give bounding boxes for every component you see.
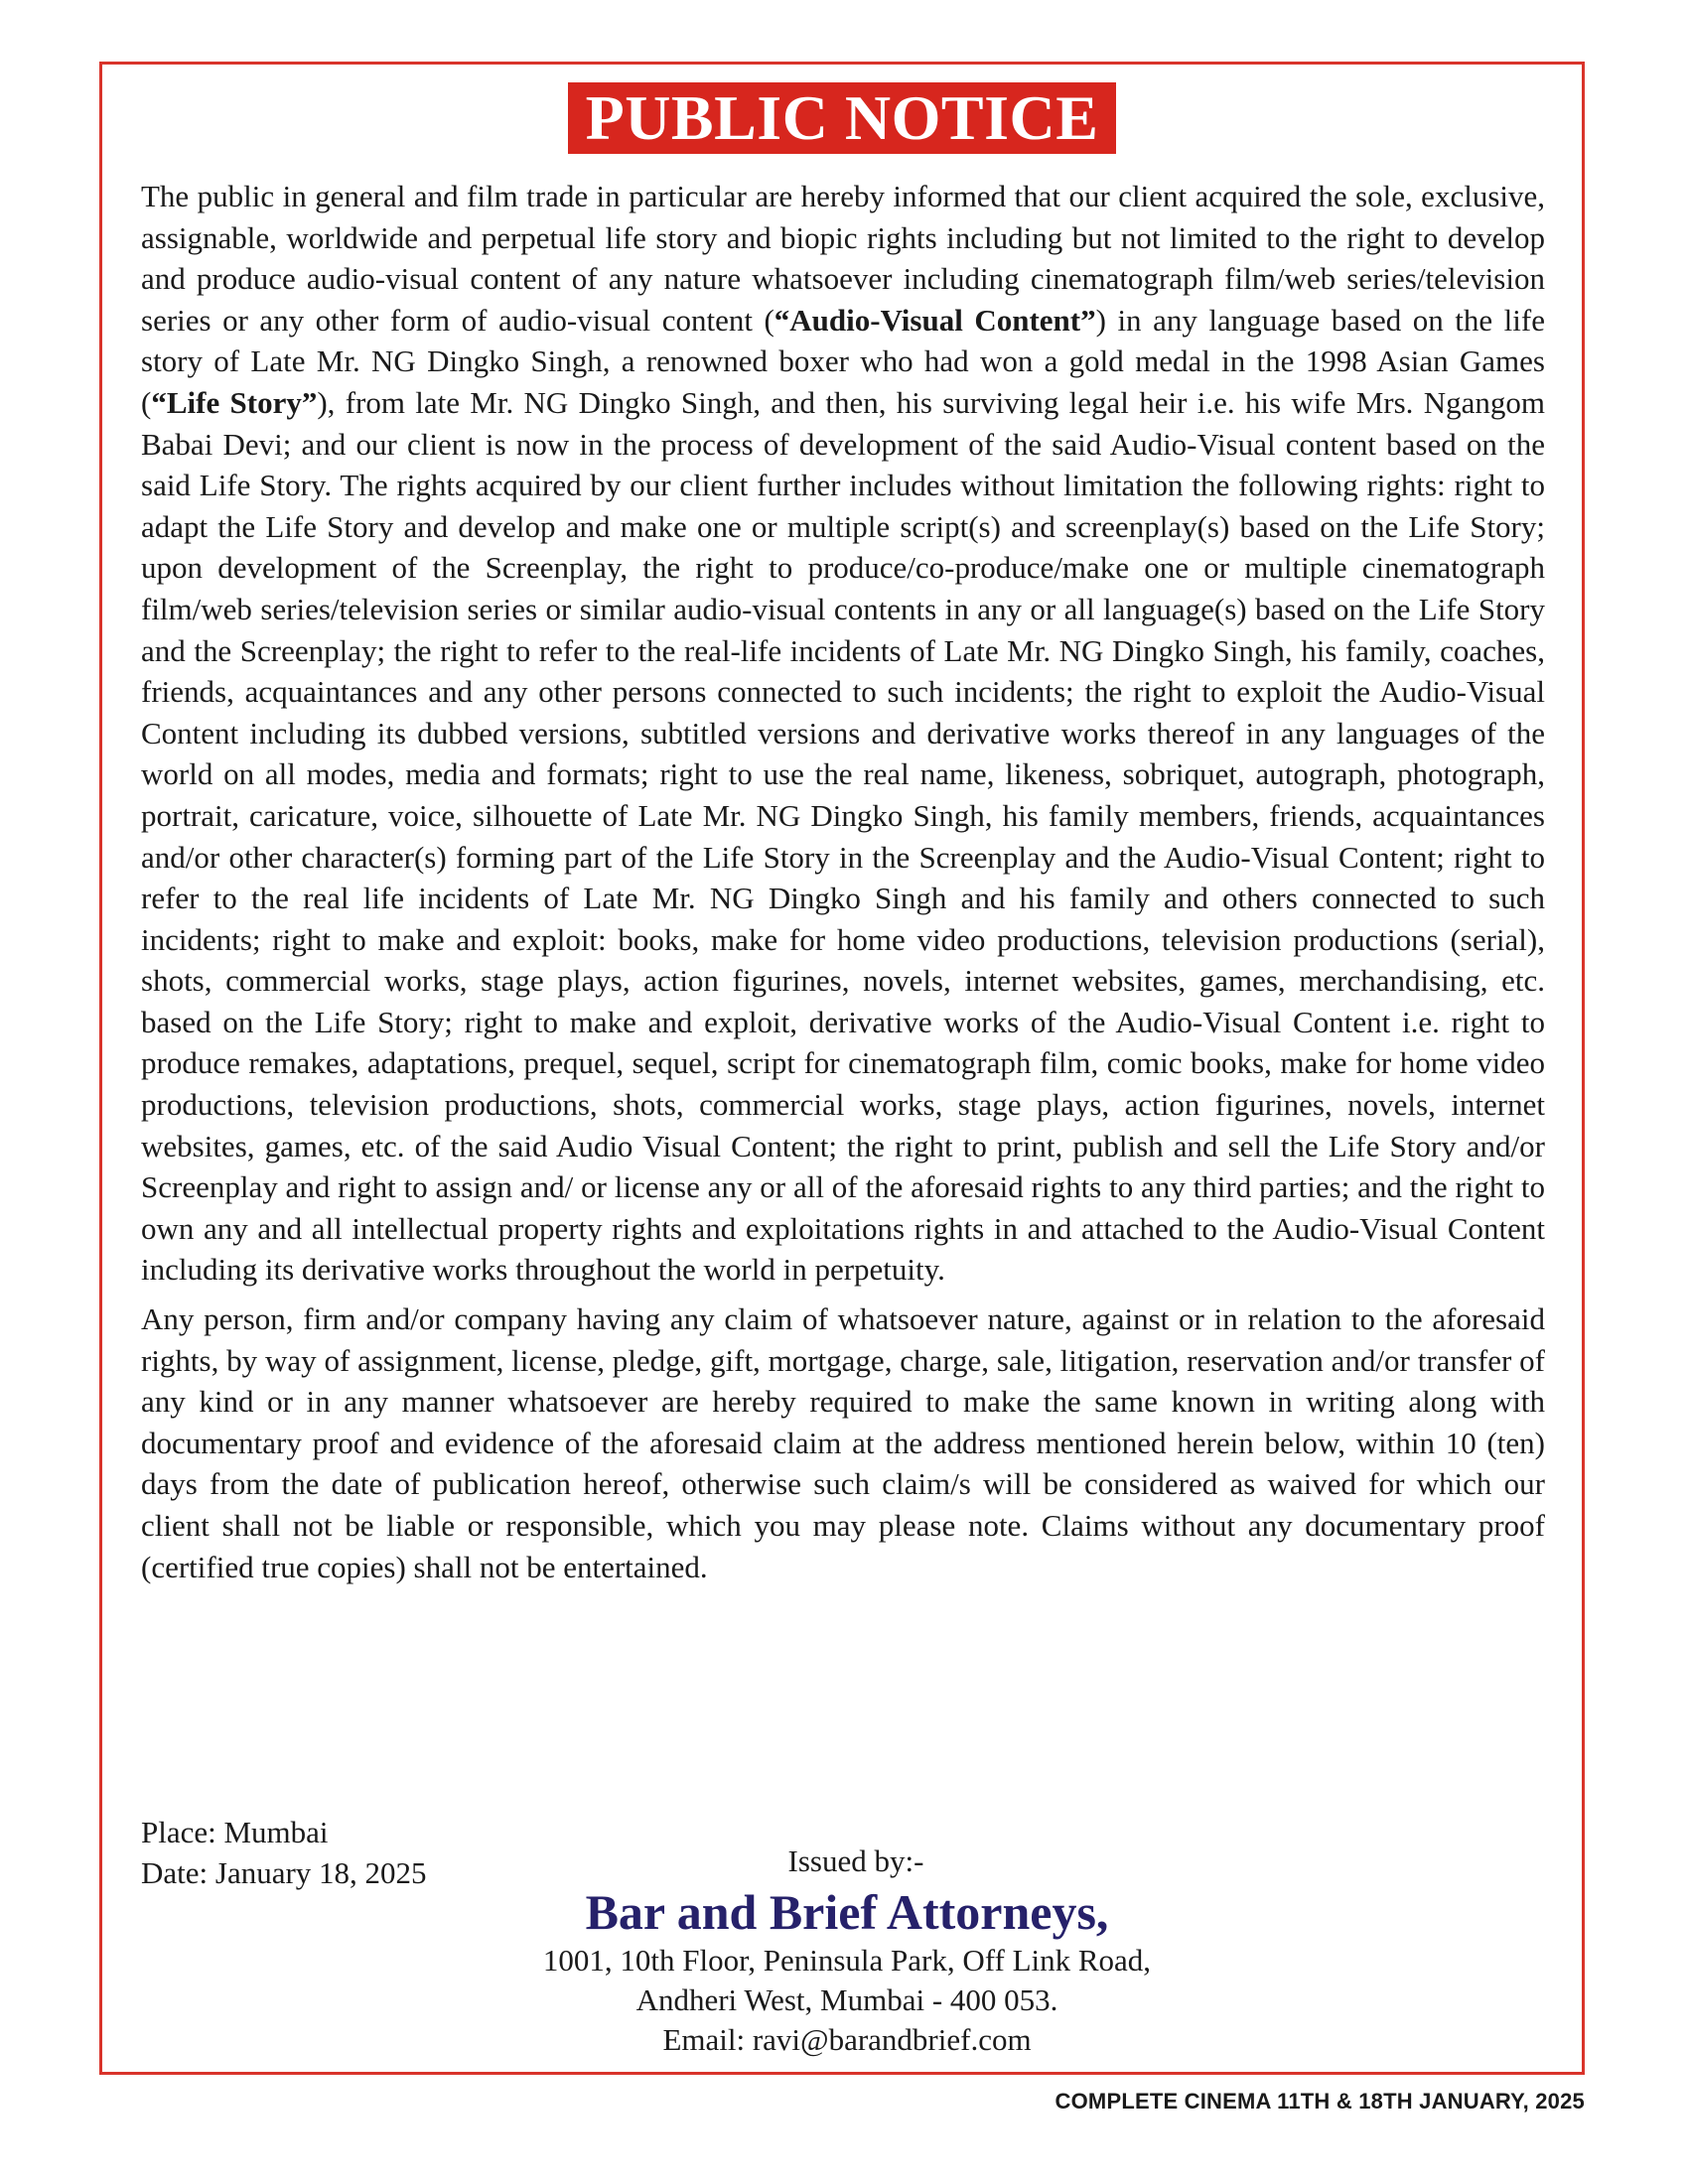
place-line: Place: Mumbai [141,1815,329,1849]
para1-text-1: The public in general and film trade in particular are hereby informed that our client acquired the sole, exclusive, assignable, worldwide and perpetual life story and biopic rights including but not limited to the right to develop and produce audio-visual content of any nature whatsoever including cinematograph film/web series/television series or any other form of audio-visual content ( [141,179,1545,338]
address-line-1: 1001, 10th Floor, Peninsula Park, Off Link Road, [542,1943,1152,1978]
paragraph-rights [141,176,1545,1291]
email-line: Email: ravi@barandbrief.com [662,2022,1032,2057]
notice-frame [99,62,1585,2075]
issuer-block [351,1842,1343,2060]
notice-body [141,176,1545,1595]
issued-by-label: Issued by:- [787,1843,924,1878]
term-life-story: “Life Story” [151,384,318,420]
para1-text-2: ) in any language based on the life story of Late Mr. NG Dingko Singh, a renowned boxer who had won a gold medal in the 1998 Asian Games ( [141,302,1545,420]
date-line: Date: January 18, 2025 [141,1855,427,1890]
notice-title: PUBLIC NOTICE [568,82,1117,154]
para1-text-3: ), from late Mr. NG Dingko Singh, and then, his surviving legal heir i.e. his wife Mrs. Ngangom Babai Devi; and our client is now in the process of development of the said Audio-Visual content based on the said Life Story. The rights acquired by our client further includes without limitation the following rights: right to adapt the Life Story and develop and make one or multiple script(s) and screenplay(s) based on the Life Story; upon development of the Screenplay, the right to produce/co-produce/make one or multiple cinematograph film/web series/television series or similar audio-visual contents in any or all language(s) based on the Life Story and the Screenplay; the right to refer to the real-life incidents of Late Mr. NG Dingko Singh, his family, coaches, friends, acquaintances and any other persons connected to such incidents; the right to exploit the Audio-Visual Content including its dubbed versions, subtitled versions and derivative works thereof in any languages of the world on all modes, media and formats; right to use the real name, likeness, sobriquet, autograph, photograph, portrait, caricature, voice, silhouette of Late Mr. NG Dingko Singh, his family members, friends, acquaintances and/or other character(s) forming part of the Life Story in the Screenplay and the Audio-Visual Content; right to refer to the real life incidents of Late Mr. NG Dingko Singh and his family and others connected to such incidents; right to make and exploit: books, make for home video productions, television productions (serial), shots, commercial works, stage plays, action figurines, novels, internet websites, games, merchandising, etc. based on the Life Story; right to make and exploit, derivative works of the Audio-Visual Content i.e. right to produce remakes, adaptations, prequel, sequel, script for cinematograph film, comic books, make for home video productions, television productions, shots, commercial works, stage plays, action figurines, novels, internet websites, games, etc. of the said Audio Visual Content; the right to print, publish and sell the Life Story and/or Screenplay and right to assign and/ or license any or all of the aforesaid rights to any third parties; and the right to own any and all intellectual property rights and exploitations rights in and attached to the Audio-Visual Content including its derivative works throughout the world in perpetuity. [141,384,1545,1288]
title-wrap [102,82,1582,154]
publication-footer: COMPLETE CINEMA 11TH & 18TH JANUARY, 2025 [1055,2089,1585,2114]
firm-name: Bar and Brief Attorneys, [585,1884,1109,1940]
term-audio-visual-content: “Audio-Visual Content” [774,302,1096,338]
paragraph-claims: Any person, firm and/or company having any claim of whatsoever nature, against or in relation to the aforesaid rights, by way of assignment, license, pledge, gift, mortgage, charge, sale, litigation, reservation and/or transfer of any kind or in any manner whatsoever are hereby required to make the same known in writing along with documentary proof and evidence of the aforesaid claim at the address mentioned herein below, within 10 (ten) days from the date of publication hereof, otherwise such claim/s will be considered as waived for which our client shall not be liable or responsible, which you may please note. Claims without any documentary proof (certified true copies) shall not be entertained. [141,1301,1545,1584]
address-line-2: Andheri West, Mumbai - 400 053. [635,1982,1058,2017]
